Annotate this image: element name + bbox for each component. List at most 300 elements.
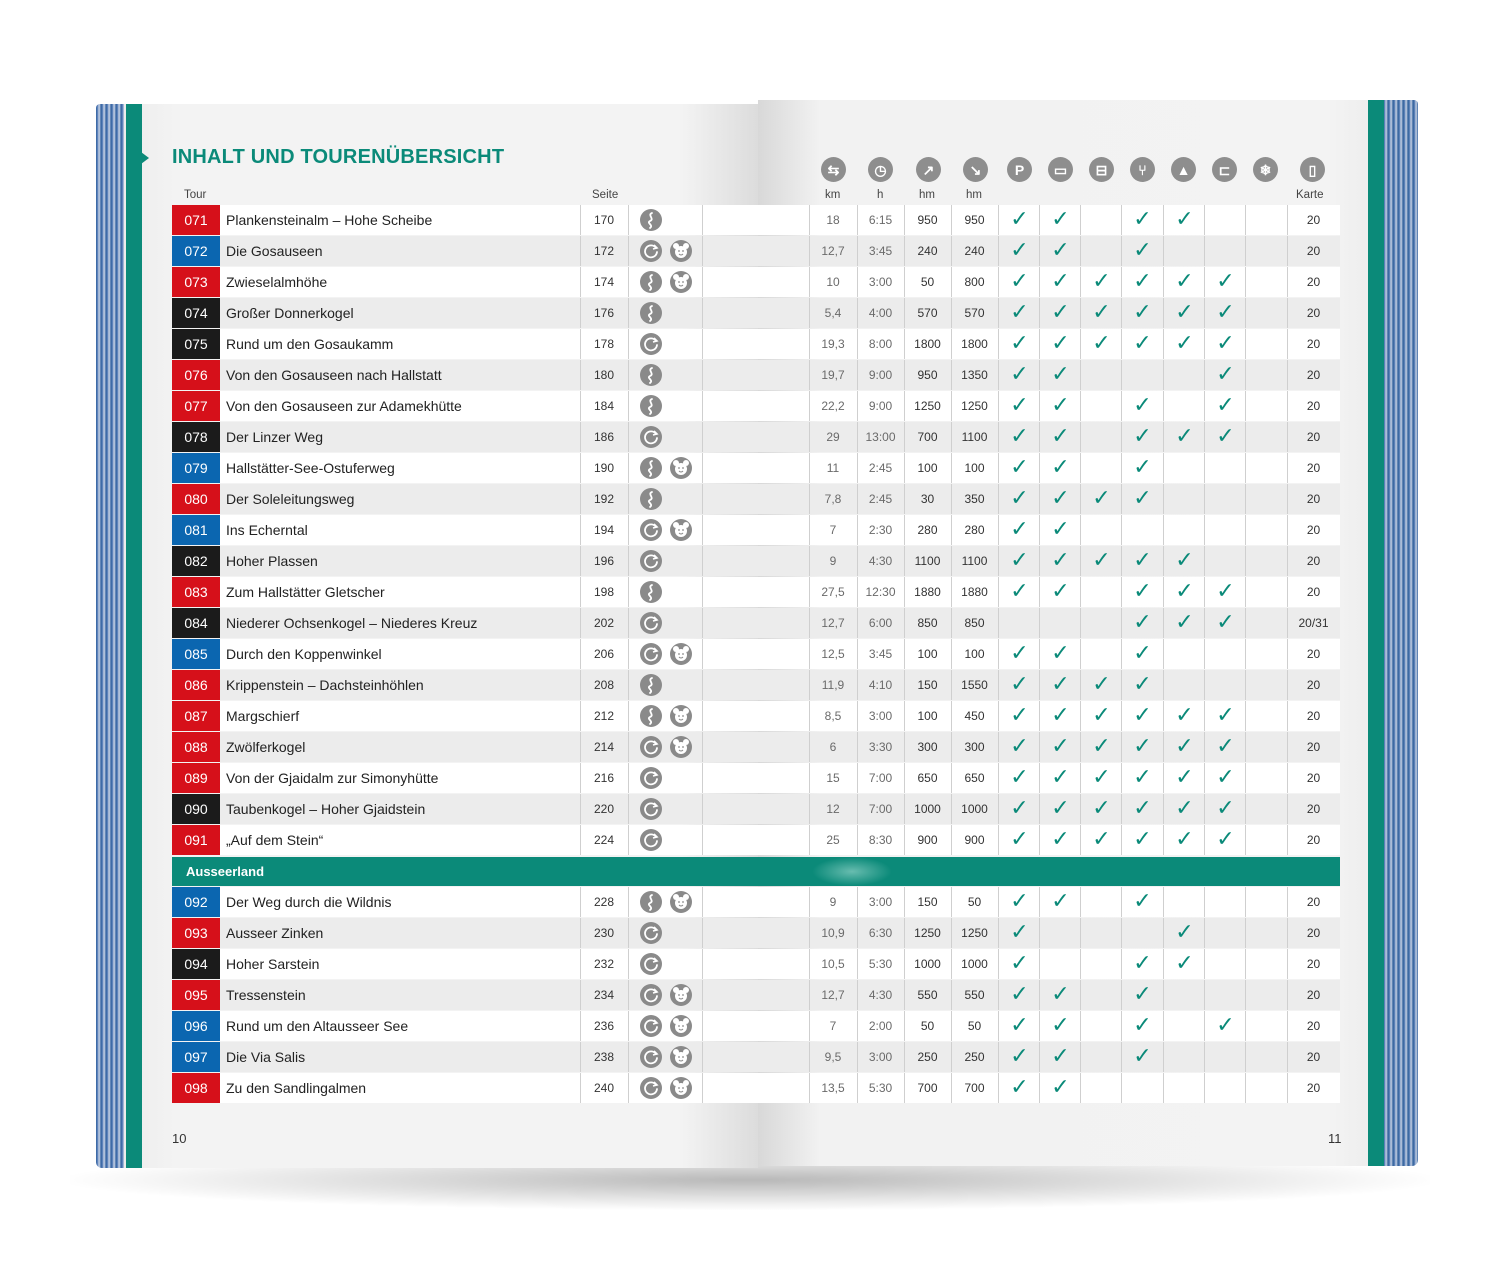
tour-descent: 50 (967, 1019, 982, 1033)
page-number-right: 11 (1328, 1131, 1342, 1146)
tour-page: 190 (593, 461, 615, 475)
loop-icon (640, 333, 662, 355)
column-divider (702, 515, 703, 545)
tour-hours: 4:30 (868, 554, 893, 568)
column-divider (1245, 515, 1246, 545)
table-row (172, 639, 1340, 669)
table-row (172, 546, 1340, 576)
column-divider (1204, 236, 1205, 266)
route-icon (640, 364, 662, 386)
tour-map: 20 (1306, 492, 1321, 506)
tour-page: 240 (593, 1081, 615, 1095)
column-divider (1163, 887, 1164, 917)
column-divider (628, 887, 629, 917)
column-divider (702, 205, 703, 235)
check-icon: ✓ (1051, 765, 1070, 790)
route-icon (640, 705, 662, 727)
check-icon: ✓ (1092, 827, 1111, 852)
check-icon: ✓ (1133, 486, 1152, 511)
check-icon: ✓ (1216, 393, 1235, 418)
table-row (172, 267, 1340, 297)
table-row (172, 608, 1340, 638)
check-icon: ✓ (1133, 331, 1152, 356)
tour-km: 12,7 (821, 988, 845, 1002)
column-divider (702, 732, 703, 762)
check-icon: ✓ (1175, 424, 1194, 449)
ascent-icon: ↗ (916, 157, 941, 182)
tour-km: 10,5 (821, 957, 845, 971)
tour-number: 095 (172, 980, 220, 1010)
tour-descent: 1550 (961, 678, 988, 692)
column-divider (628, 980, 629, 1010)
tour-number: 072 (172, 236, 220, 266)
column-divider (628, 701, 629, 731)
tour-ascent: 300 (917, 740, 938, 754)
loop-icon (640, 1046, 662, 1068)
check-icon: ✓ (1216, 269, 1235, 294)
tour-ascent: 1100 (914, 554, 941, 568)
tour-number: 076 (172, 360, 220, 390)
tour-name: Zwieselalmhöhe (226, 274, 328, 290)
check-icon: ✓ (1175, 765, 1194, 790)
tour-name: Von den Gosauseen zur Adamekhütte (226, 398, 462, 414)
tour-ascent: 1800 (914, 337, 941, 351)
loop-icon (640, 643, 662, 665)
check-icon: ✓ (1175, 796, 1194, 821)
check-icon: ✓ (1216, 765, 1235, 790)
check-icon: ✓ (1216, 827, 1235, 852)
route-icon (640, 581, 662, 603)
column-divider (702, 980, 703, 1010)
tour-km: 12,5 (821, 647, 845, 661)
column-divider (1121, 1073, 1122, 1103)
loop-icon (640, 519, 662, 541)
column-divider (1204, 1042, 1205, 1072)
tour-name: Von der Gjaidalm zur Simonyhütte (226, 770, 439, 786)
tour-number: 097 (172, 1042, 220, 1072)
check-icon: ✓ (1010, 703, 1029, 728)
table-row (172, 1042, 1340, 1072)
column-divider (628, 577, 629, 607)
check-icon: ✓ (1216, 734, 1235, 759)
check-icon: ✓ (1216, 300, 1235, 325)
tour-map: 20 (1306, 399, 1321, 413)
tour-number: 093 (172, 918, 220, 948)
tour-number: 091 (172, 825, 220, 855)
tour-number: 089 (172, 763, 220, 793)
tour-page: 196 (593, 554, 615, 568)
column-divider (1163, 639, 1164, 669)
column-divider (702, 1073, 703, 1103)
tour-km: 11 (826, 461, 840, 475)
column-divider (1245, 918, 1246, 948)
check-icon: ✓ (1010, 796, 1029, 821)
tour-number: 080 (172, 484, 220, 514)
check-icon: ✓ (1175, 207, 1194, 232)
tour-page: 220 (593, 802, 615, 816)
tour-name: Der Weg durch die Wildnis (226, 894, 392, 910)
route-icon (640, 395, 662, 417)
tour-hours: 6:30 (868, 926, 893, 940)
tour-km: 11,9 (821, 678, 845, 692)
check-icon: ✓ (1051, 982, 1070, 1007)
tour-name: Hallstätter-See-Ostuferweg (226, 460, 395, 476)
tour-map: 20 (1306, 771, 1321, 785)
column-divider (702, 546, 703, 576)
check-icon: ✓ (1051, 269, 1070, 294)
tour-ascent: 30 (920, 492, 935, 506)
column-divider (702, 794, 703, 824)
tour-hours: 2:30 (868, 523, 893, 537)
tour-ascent: 100 (917, 461, 938, 475)
column-divider (628, 1011, 629, 1041)
tour-map: 20 (1306, 306, 1321, 320)
tour-map: 20 (1306, 337, 1321, 351)
tour-map: 20 (1306, 275, 1321, 289)
loop-icon (640, 550, 662, 572)
check-icon: ✓ (1010, 517, 1029, 542)
column-divider (702, 825, 703, 855)
column-divider (1121, 515, 1122, 545)
check-icon: ✓ (1092, 672, 1111, 697)
tour-map: 20 (1306, 430, 1321, 444)
column-divider (628, 329, 629, 359)
tour-name: Rund um den Altausseer See (226, 1018, 409, 1034)
tour-hours: 5:30 (868, 957, 893, 971)
check-icon: ✓ (1010, 362, 1029, 387)
column-divider (628, 825, 629, 855)
column-divider (628, 1042, 629, 1072)
kids-icon (670, 519, 692, 541)
column-divider (1204, 670, 1205, 700)
tour-hours: 3:00 (868, 895, 893, 909)
column-divider (1245, 1042, 1246, 1072)
tour-name: Zu den Sandlingalmen (226, 1080, 367, 1096)
tour-km: 25 (826, 833, 840, 847)
check-icon: ✓ (1010, 269, 1029, 294)
tour-ascent: 850 (917, 616, 938, 630)
check-icon: ✓ (1010, 641, 1029, 666)
route-icon (640, 891, 662, 913)
tour-descent: 1000 (961, 957, 988, 971)
tour-hours: 3:00 (868, 1050, 893, 1064)
table-row (172, 453, 1340, 483)
loop-icon (640, 829, 662, 851)
tour-descent: 1800 (961, 337, 988, 351)
table-row (172, 763, 1340, 793)
check-icon: ✓ (1010, 331, 1029, 356)
tour-ascent: 50 (920, 275, 935, 289)
check-icon: ✓ (1092, 796, 1111, 821)
tour-descent: 850 (964, 616, 985, 630)
tour-page: 234 (593, 988, 615, 1002)
check-icon: ✓ (1051, 1075, 1070, 1100)
cablecar-icon: ⊟ (1089, 157, 1114, 182)
tour-map: 20 (1306, 988, 1321, 1002)
check-icon: ✓ (1051, 827, 1070, 852)
check-icon: ✓ (1092, 548, 1111, 573)
check-icon: ✓ (1051, 734, 1070, 759)
hut-bed-icon: ⊏ (1212, 157, 1237, 182)
check-icon: ✓ (1092, 269, 1111, 294)
tour-ascent: 1000 (914, 957, 941, 971)
column-divider (702, 577, 703, 607)
check-icon: ✓ (1051, 238, 1070, 263)
check-icon: ✓ (1133, 269, 1152, 294)
tour-map: 20 (1306, 554, 1321, 568)
tour-km: 5,4 (824, 306, 842, 320)
tour-km: 15 (826, 771, 840, 785)
check-icon: ✓ (1133, 238, 1152, 263)
column-divider (1039, 608, 1040, 638)
section-header-ausseerland (172, 857, 1340, 886)
tour-descent: 1100 (961, 554, 988, 568)
table-row (172, 329, 1340, 359)
tour-hours: 2:00 (868, 1019, 893, 1033)
column-divider (628, 298, 629, 328)
column-divider (628, 236, 629, 266)
check-icon: ✓ (1216, 1013, 1235, 1038)
tour-page: 236 (593, 1019, 615, 1033)
check-icon: ✓ (1010, 300, 1029, 325)
tour-hours: 3:00 (868, 709, 893, 723)
tour-ascent: 100 (917, 709, 938, 723)
descent-icon: ↘ (963, 157, 988, 182)
tour-name: Niederer Ochsenkogel – Niederes Kreuz (226, 615, 478, 631)
kids-icon (670, 891, 692, 913)
tour-hours: 9:00 (868, 399, 893, 413)
check-icon: ✓ (1175, 734, 1194, 759)
tour-km: 7 (829, 523, 837, 537)
tour-number: 083 (172, 577, 220, 607)
column-divider (1245, 205, 1246, 235)
tour-number: 082 (172, 546, 220, 576)
tour-hours: 4:30 (868, 988, 893, 1002)
loop-icon (640, 240, 662, 262)
column-divider (702, 391, 703, 421)
tour-page: 184 (593, 399, 615, 413)
tour-map: 20 (1306, 740, 1321, 754)
kids-icon (670, 271, 692, 293)
loop-icon (640, 426, 662, 448)
tour-map: 20/31 (1298, 616, 1329, 630)
tour-name: Margschierf (226, 708, 300, 724)
tour-km: 9,5 (824, 1050, 842, 1064)
tour-number: 073 (172, 267, 220, 297)
loop-icon (640, 1015, 662, 1037)
column-divider (1121, 918, 1122, 948)
accent-strip-left (126, 104, 142, 1168)
tour-name: Der Linzer Weg (226, 429, 324, 445)
loop-icon (640, 1077, 662, 1099)
route-icon (640, 209, 662, 231)
kids-icon (670, 1077, 692, 1099)
tour-name: Die Gosauseen (226, 243, 323, 259)
tour-page: 174 (593, 275, 615, 289)
check-icon: ✓ (1010, 672, 1029, 697)
table-row (172, 887, 1340, 917)
tour-name: Hoher Sarstein (226, 956, 320, 972)
check-icon: ✓ (1133, 610, 1152, 635)
kids-icon (670, 705, 692, 727)
column-divider (628, 732, 629, 762)
column-divider (1245, 980, 1246, 1010)
signpost-icon: ⇆ (821, 157, 846, 182)
check-icon: ✓ (1010, 1013, 1029, 1038)
table-row (172, 825, 1340, 855)
tour-name: Die Via Salis (226, 1049, 306, 1065)
tour-map: 20 (1306, 895, 1321, 909)
tour-hours: 8:00 (868, 337, 893, 351)
check-icon: ✓ (1010, 765, 1029, 790)
tour-page: 230 (593, 926, 615, 940)
column-divider (628, 453, 629, 483)
check-icon: ✓ (1051, 641, 1070, 666)
column-divider (628, 918, 629, 948)
check-icon: ✓ (1216, 424, 1235, 449)
route-icon (640, 271, 662, 293)
column-divider (1204, 1073, 1205, 1103)
tour-page: 202 (593, 616, 615, 630)
column-divider (628, 267, 629, 297)
check-icon: ✓ (1051, 672, 1070, 697)
check-icon: ✓ (1051, 1013, 1070, 1038)
check-icon: ✓ (1133, 579, 1152, 604)
check-icon: ✓ (1051, 207, 1070, 232)
check-icon: ✓ (1216, 610, 1235, 635)
check-icon: ✓ (1051, 455, 1070, 480)
kids-icon (670, 1046, 692, 1068)
tour-name: Zum Hallstätter Gletscher (226, 584, 385, 600)
clock-icon: ◷ (868, 157, 893, 182)
check-icon: ✓ (1051, 517, 1070, 542)
tour-page: 192 (593, 492, 615, 506)
tour-descent: 100 (964, 461, 985, 475)
tour-km: 22,2 (821, 399, 845, 413)
tour-hours: 2:45 (868, 461, 893, 475)
check-icon: ✓ (1010, 827, 1029, 852)
tour-descent: 350 (964, 492, 985, 506)
column-divider (1204, 515, 1205, 545)
check-icon: ✓ (1051, 362, 1070, 387)
check-icon: ✓ (1216, 579, 1235, 604)
check-icon: ✓ (1175, 610, 1194, 635)
check-icon: ✓ (1092, 703, 1111, 728)
header-km: km (825, 189, 841, 201)
tour-map: 20 (1306, 957, 1321, 971)
tour-page: 232 (593, 957, 615, 971)
column-divider (1245, 484, 1246, 514)
check-icon: ✓ (1010, 393, 1029, 418)
section-label: Ausseerland (186, 864, 265, 879)
column-divider (702, 1042, 703, 1072)
column-divider (628, 608, 629, 638)
tour-hours: 2:45 (868, 492, 893, 506)
check-icon: ✓ (1092, 486, 1111, 511)
tour-km: 8,5 (824, 709, 842, 723)
tour-hours: 5:30 (868, 1081, 893, 1095)
tour-hours: 9:00 (868, 368, 893, 382)
tour-descent: 250 (964, 1050, 985, 1064)
tour-name: Zwölferkogel (226, 739, 306, 755)
check-icon: ✓ (1010, 734, 1029, 759)
tour-number: 077 (172, 391, 220, 421)
tour-descent: 450 (964, 709, 985, 723)
column-divider (702, 329, 703, 359)
check-icon: ✓ (1010, 486, 1029, 511)
check-icon: ✓ (1010, 548, 1029, 573)
tour-km: 10 (826, 275, 840, 289)
column-divider (1080, 608, 1081, 638)
tour-name: Von den Gosauseen nach Hallstatt (226, 367, 442, 383)
column-divider (1245, 949, 1246, 979)
table-row (172, 794, 1340, 824)
column-divider (1245, 453, 1246, 483)
tour-ascent: 700 (917, 430, 938, 444)
tour-km: 18 (826, 213, 840, 227)
check-icon: ✓ (1175, 548, 1194, 573)
column-divider (1204, 484, 1205, 514)
check-icon: ✓ (1092, 734, 1111, 759)
column-divider (702, 701, 703, 731)
map-icon: ▯ (1300, 157, 1325, 182)
column-divider (1245, 236, 1246, 266)
check-icon: ✓ (1133, 951, 1152, 976)
check-icon: ✓ (1175, 703, 1194, 728)
column-divider (702, 298, 703, 328)
check-icon: ✓ (1175, 300, 1194, 325)
check-icon: ✓ (1175, 827, 1194, 852)
tour-page: 198 (593, 585, 615, 599)
tour-hours: 7:00 (868, 802, 893, 816)
check-icon: ✓ (1051, 300, 1070, 325)
column-divider (1204, 453, 1205, 483)
table-row (172, 298, 1340, 328)
tour-number: 094 (172, 949, 220, 979)
tour-hours: 3:45 (868, 647, 893, 661)
tour-number: 096 (172, 1011, 220, 1041)
tour-page: 194 (593, 523, 615, 537)
tour-page: 238 (593, 1050, 615, 1064)
check-icon: ✓ (1133, 1044, 1152, 1069)
header-karte: Karte (1296, 189, 1324, 201)
tour-map: 20 (1306, 1081, 1321, 1095)
tour-map: 20 (1306, 368, 1321, 382)
header-tour: Tour (184, 189, 207, 201)
column-divider (628, 794, 629, 824)
loop-icon (640, 798, 662, 820)
check-icon: ✓ (1216, 703, 1235, 728)
column-divider (1163, 236, 1164, 266)
tour-ascent: 550 (917, 988, 938, 1002)
column-divider (998, 608, 999, 638)
table-row (172, 1011, 1340, 1041)
tour-hours: 8:30 (868, 833, 893, 847)
tour-km: 19,7 (821, 368, 845, 382)
check-icon: ✓ (1133, 548, 1152, 573)
column-divider (702, 453, 703, 483)
loop-icon (640, 922, 662, 944)
tour-ascent: 1250 (914, 926, 941, 940)
route-icon (640, 302, 662, 324)
column-divider (1245, 546, 1246, 576)
route-icon (640, 488, 662, 510)
column-divider (1163, 1073, 1164, 1103)
header-seite: Seite (592, 189, 619, 201)
tour-ascent: 570 (917, 306, 938, 320)
check-icon: ✓ (1175, 920, 1194, 945)
tour-page: 216 (593, 771, 615, 785)
